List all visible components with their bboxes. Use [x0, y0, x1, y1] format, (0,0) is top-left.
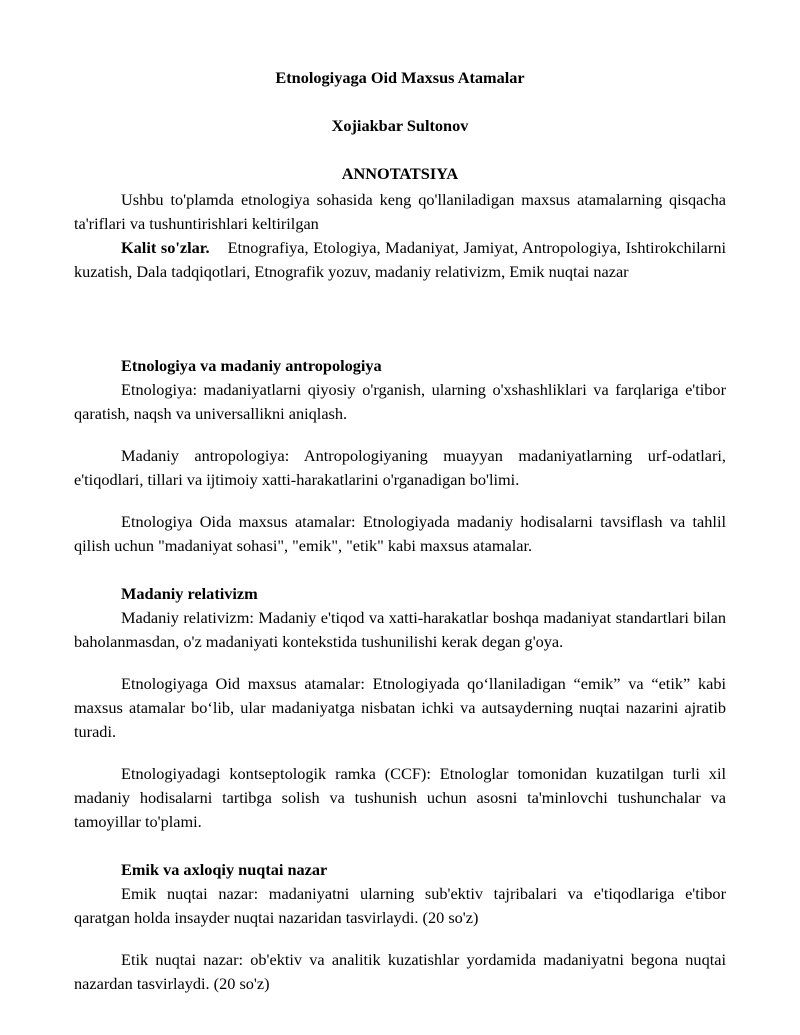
section-paragraph: Etnologiya: madaniyatlarni qiyosiy o'rganish, ularning o'xshashliklari va farqlariga e'tibor qaratish, naqsh va universallikni aniqlash. [74, 380, 726, 423]
keywords-paragraph [74, 236, 726, 284]
section-paragraph: Etnologiya Oida maxsus atamalar: Etnologiyada madaniy hodisalarni tavsiflash va tahlil qilish uchun "madaniyat sohasi", "emik", "etik" kabi maxsus atamalar. [74, 512, 726, 555]
section-paragraph: Etnologiyadagi kontseptologik ramka (CCF): Etnologlar tomonidan kuzatilgan turli xil madaniy hodisalarni tartibga solish va tushunish uchun asosni ta'minlovchi tushunchalar va tamoyillar to'plami. [74, 764, 726, 831]
document-author: Xojiakbar Sultonov [331, 116, 469, 135]
section-paragraph: Madaniy relativizm: Madaniy e'tiqod va xatti-harakatlar boshqa madaniyat standartlari bilan baholanmasdan, o'z madaniyati kontekstida tushunilishi kerak degan g'oya. [74, 608, 726, 651]
keywords-label: Kalit so'zlar. [121, 238, 210, 257]
section-paragraph: Madaniy antropologiya: Antropologiyaning muayyan madaniyatlarning urf-odatlari, e'tiqodlari, tillari va ijtimoiy xatti-harakatlarini o'rganadigan bo'limi. [74, 446, 726, 489]
section-paragraph: Emik nuqtai nazar: madaniyatni ularning sub'ektiv tajribalari va e'tiqodlariga e'tibor qaratgan holda insayder nuqtai nazaridan tasvirlaydi. (20 so'z) [74, 884, 726, 927]
document-title: Etnologiyaga Oid Maxsus Atamalar [275, 68, 525, 87]
section-paragraph: Etnologiyaga Oid maxsus atamalar: Etnologiyada qo‘llaniladigan “emik” va “etik” kabi maxsus atamalar bo‘lib, ular madaniyatga nisbatan ichki va autsayderning nuqtai nazarini ajratib turadi. [74, 674, 726, 741]
annotation-text: Ushbu to'plamda etnologiya sohasida keng qo'llaniladigan maxsus atamalarning qisqacha ta'riflari va tushuntirishlari keltirilgan [74, 190, 726, 233]
section-heading: Madaniy relativizm [121, 584, 258, 603]
annotation-heading: ANNOTATSIYA [341, 164, 459, 183]
section-paragraph: Etik nuqtai nazar: ob'ektiv va analitik kuzatishlar yordamida madaniyatni begona nuqtai nazardan tasvirlaydi. (20 so'z) [74, 950, 726, 993]
section-heading: Emik va axloqiy nuqtai nazar [121, 860, 328, 879]
spacer [74, 284, 726, 330]
keywords-text: Etnografiya, Etologiya, Madaniyat, Jamiyat, Antropologiya, Ishtirokchilarni kuzatish, Dala tadqiqotlari, Etnografik yozuv, madaniy relativizm, Emik nuqtai nazar [74, 238, 726, 281]
section-heading: Etnologiya va madaniy antropologiya [121, 356, 382, 375]
